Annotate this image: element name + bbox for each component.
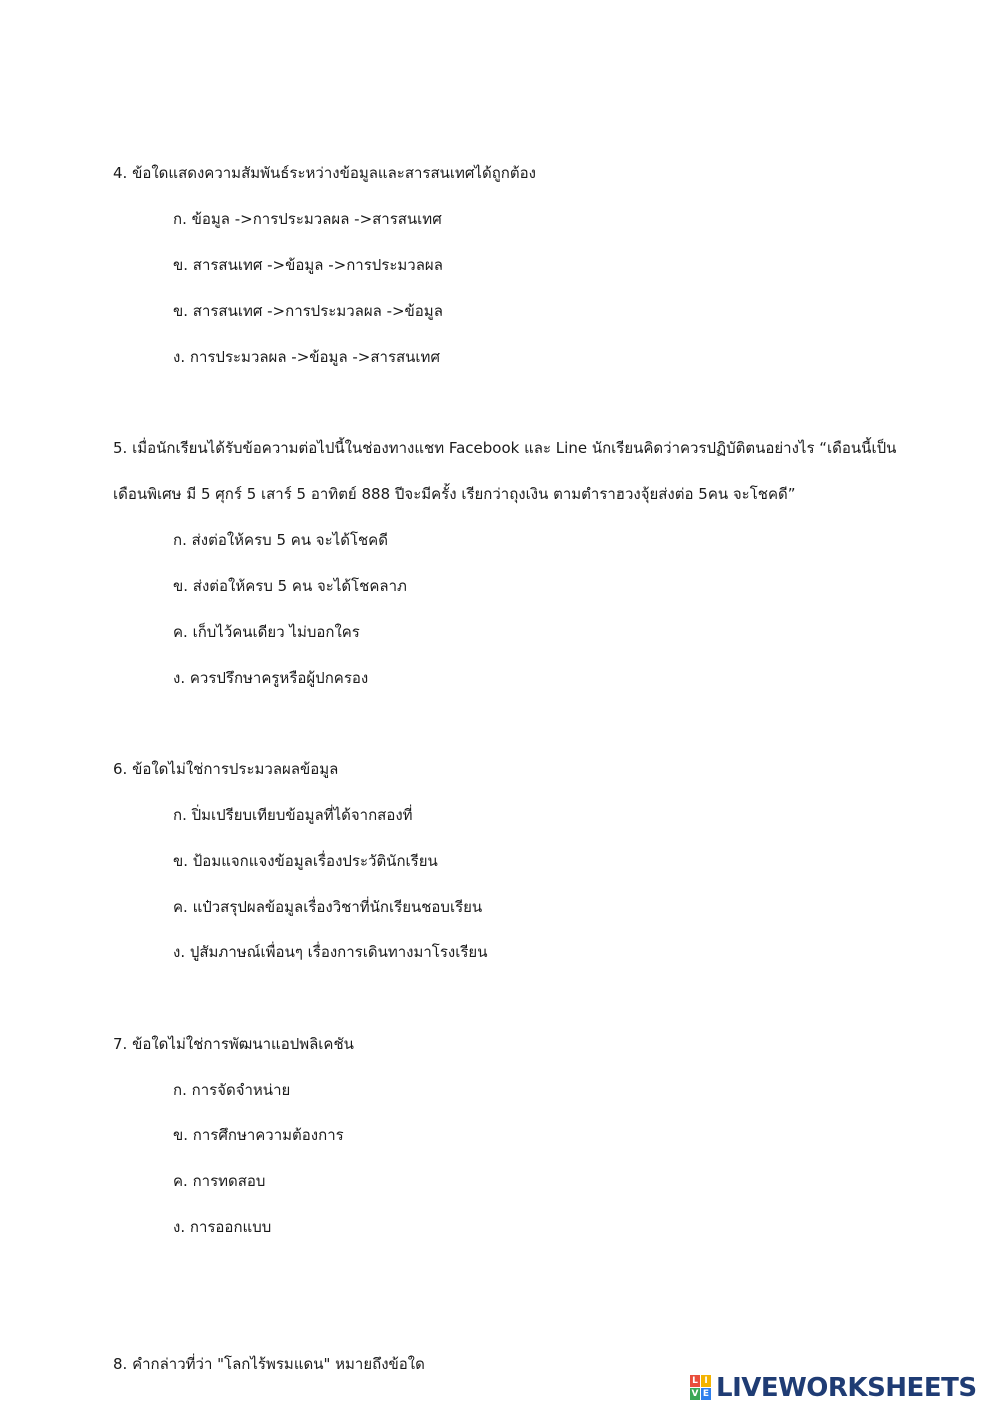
question-6-option-b: ข. ป้อมแจกแจงข้อมูลเรื่องประวัตินักเรียน <box>173 852 438 870</box>
question-5-text-line-2: เดือนพิเศษ มี 5 ศุกร์ 5 เสาร์ 5 อาทิตย์ 888 ปีจะมีครั้ง เรียกว่าถุงเงิน ตามตำราฮวงจุ้ยส่งต่อ 5คน จะโชคดี” <box>113 485 796 503</box>
question-5-option-a: ก. ส่งต่อให้ครบ 5 คน จะได้โชคดี <box>173 531 388 549</box>
question-7-option-b: ข. การศึกษาความต้องการ <box>173 1126 344 1144</box>
question-4-text: 4. ข้อใดแสดงความสัมพันธ์ระหว่างข้อมูลและสารสนเทศได้ถูกต้อง <box>113 164 536 182</box>
question-8-text: 8. คำกล่าวที่ว่า "โลกไร้พรมแดน" หมายถึงข้อใด <box>113 1355 425 1373</box>
question-7-option-a: ก. การจัดจำหน่าย <box>173 1081 291 1099</box>
question-7-option-c: ค. การทดสอบ <box>173 1172 266 1190</box>
question-4-option-c: ข. สารสนเทศ ->การประมวลผล ->ข้อมูล <box>173 302 443 320</box>
liveworksheets-mark-icon <box>690 1375 712 1401</box>
logo-mark-letter: I <box>701 1375 711 1387</box>
question-6-option-a: ก. ปิ่มเปรียบเทียบข้อมูลที่ได้จากสองที่ <box>173 806 413 824</box>
question-4-option-d: ง. การประมวลผล ->ข้อมูล ->สารสนเทศ <box>173 348 440 366</box>
question-6-option-c: ค. แป๋วสรุปผลข้อมูลเรื่องวิชาที่นักเรียนชอบเรียน <box>173 898 483 916</box>
question-7-option-d: ง. การออกแบบ <box>173 1218 272 1236</box>
logo-mark-letter: E <box>702 1389 710 1399</box>
question-4-option-a: ก. ข้อมูล ->การประมวลผล ->สารสนเทศ <box>173 210 442 228</box>
liveworksheets-logo <box>690 1372 977 1404</box>
question-6-option-d: ง. ปูสัมภาษณ์เพื่อนๆ เรื่องการเดินทางมาโรงเรียน <box>173 943 488 961</box>
liveworksheets-wordmark: LIVEWORKSHEETS <box>716 1373 977 1403</box>
logo-mark-letter: V <box>691 1389 699 1399</box>
logo-mark-letter: L <box>690 1375 700 1387</box>
question-5-option-b: ข. ส่งต่อให้ครบ 5 คน จะได้โชคลาภ <box>173 577 407 595</box>
question-7-text: 7. ข้อใดไม่ใช่การพัฒนาแอปพลิเคชัน <box>113 1035 354 1053</box>
question-4-option-b: ข. สารสนเทศ ->ข้อมูล ->การประมวลผล <box>173 256 443 274</box>
question-5-option-d: ง. ควรปรึกษาครูหรือผู้ปกครอง <box>173 669 369 687</box>
question-5-option-c: ค. เก็บไว้คนเดียว ไม่บอกใคร <box>173 623 360 641</box>
question-6-text: 6. ข้อใดไม่ใช่การประมวลผลข้อมูล <box>113 760 339 778</box>
question-5-text-line-1: 5. เมื่อนักเรียนได้รับข้อความต่อไปนี้ในช่องทางแชท Facebook และ Line นักเรียนคิดว่าควรปฏิบัติตนอย่างไร “เดือนนี้เป็น <box>113 439 897 457</box>
